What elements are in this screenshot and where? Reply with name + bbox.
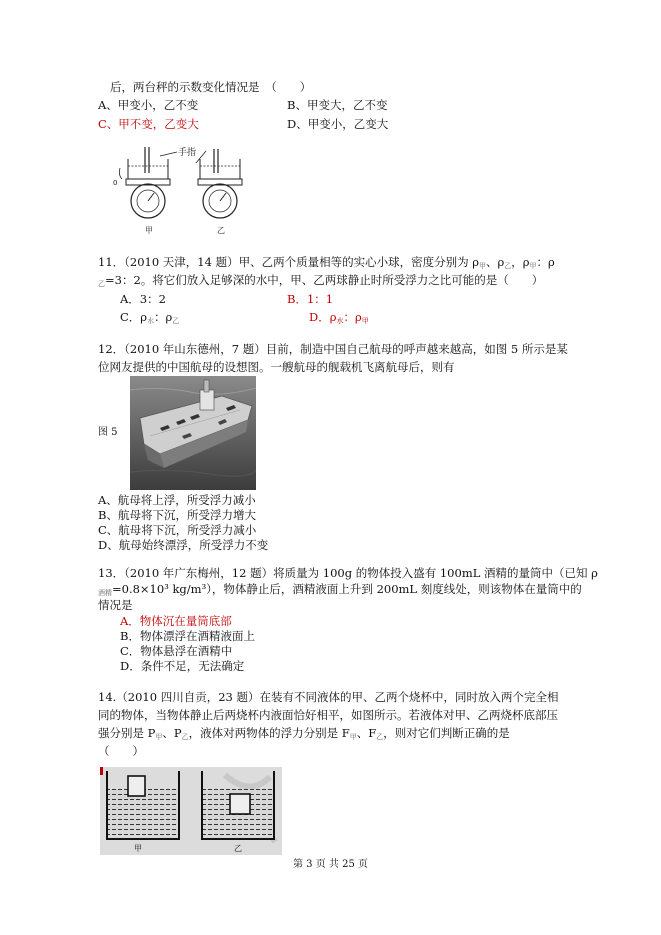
q12-option-d: D、航母始终漂浮，所受浮力不变 [98, 538, 269, 552]
q12-figure-label: 图 5 [98, 427, 118, 438]
q11-option-c: C．ρ水：ρ乙 [120, 310, 180, 325]
q12-option-b: B、航母将下沉，所受浮力增大 [98, 508, 256, 522]
svg-text:0: 0 [113, 179, 118, 187]
q12-line1: 12．（2010 年山东德州，7 题）目前，制造中国自己航母的呼声越来越高，如图 5 所示是某 [98, 342, 568, 356]
q10-option-a: A、甲变小，乙不变 [98, 98, 199, 112]
q11-option-d: D．$\rho_水$：$\rho_甲$ [309, 310, 369, 325]
q13-option-a: A．物体沉在量筒底部 [120, 614, 232, 628]
beaker-label-yi: 乙 [234, 844, 242, 853]
label-yi: 乙 [217, 226, 225, 235]
q14-beakers-figure [100, 767, 282, 855]
q14-line2: 同的物体，当物体静止后两烧杯内液面恰好相平，如图所示。若液体对甲、乙两烧杯底部压 [98, 708, 558, 722]
q10-option-d: D、甲变小，乙变大 [287, 117, 389, 131]
q12-line2: 位网友提供的中国航母的设想图。一艘航母的舰载机飞离航母后，则有 [98, 360, 455, 374]
aircraft-carrier-photo [130, 376, 256, 490]
finger-label: 手指 [178, 148, 197, 158]
q11-option-a: A．3：2 [120, 292, 166, 306]
beaker-label-jia: 甲 [134, 844, 142, 853]
q14-line4: （ ） [98, 744, 144, 758]
q12-option-a: A、航母将上浮，所受浮力减小 [98, 493, 256, 507]
q12-option-c: C、航母将下沉，所受浮力减小 [98, 523, 257, 537]
label-jia: 甲 [145, 226, 153, 235]
q13-option-b: B．物体漂浮在酒精液面上 [120, 629, 255, 643]
q10-option-b: B、甲变大，乙不变 [287, 98, 388, 112]
q13-option-c: C．物体悬浮在酒精中 [120, 644, 233, 658]
q11-line2: 乙=3：2。将它们放入足够深的水中，甲、乙两球静止时所受浮力之比可能的是（ ） [98, 273, 544, 288]
q10-scales-figure [110, 143, 270, 240]
q13-line2: 酒精=0.8×10³ kg/m³），物体静止后，酒精液面上升到 200mL 刻度线处，则该物体在量筒中的 [98, 582, 582, 597]
q11-option-b: B．1：1 [287, 292, 334, 306]
q10-option-c: C、甲不变，乙变大 [98, 117, 199, 131]
q13-option-d: D．条件不足，无法确定 [120, 659, 245, 673]
q11-line1: 11．（2010 天津，14 题）甲、乙两个质量相等的实心小球，密度分别为 ρ甲、ρ乙，ρ甲：ρ [98, 255, 555, 270]
q14-line1: 14.（2010 四川自贡，23 题）在装有不同液体的甲、乙两个烧杯中，同时放入两个完全相 [98, 690, 559, 704]
q13-line3: 情况是 [98, 598, 133, 612]
q14-line3: 强分别是 P甲、P乙，液体对两物体的浮力分别是 F甲、F乙，则对它们判断正确的是 [98, 726, 510, 741]
q10-stem: 后，两台秤的示数变化情况是 （ ） [110, 80, 312, 94]
q13-line1: 13．（2010 年广东梅州，12 题）将质量为 100g 的物体投入盛有 100mL 酒精的量筒中（已知 ρ [98, 566, 598, 580]
page-footer: 第 3 页 共 25 页 [293, 859, 368, 870]
